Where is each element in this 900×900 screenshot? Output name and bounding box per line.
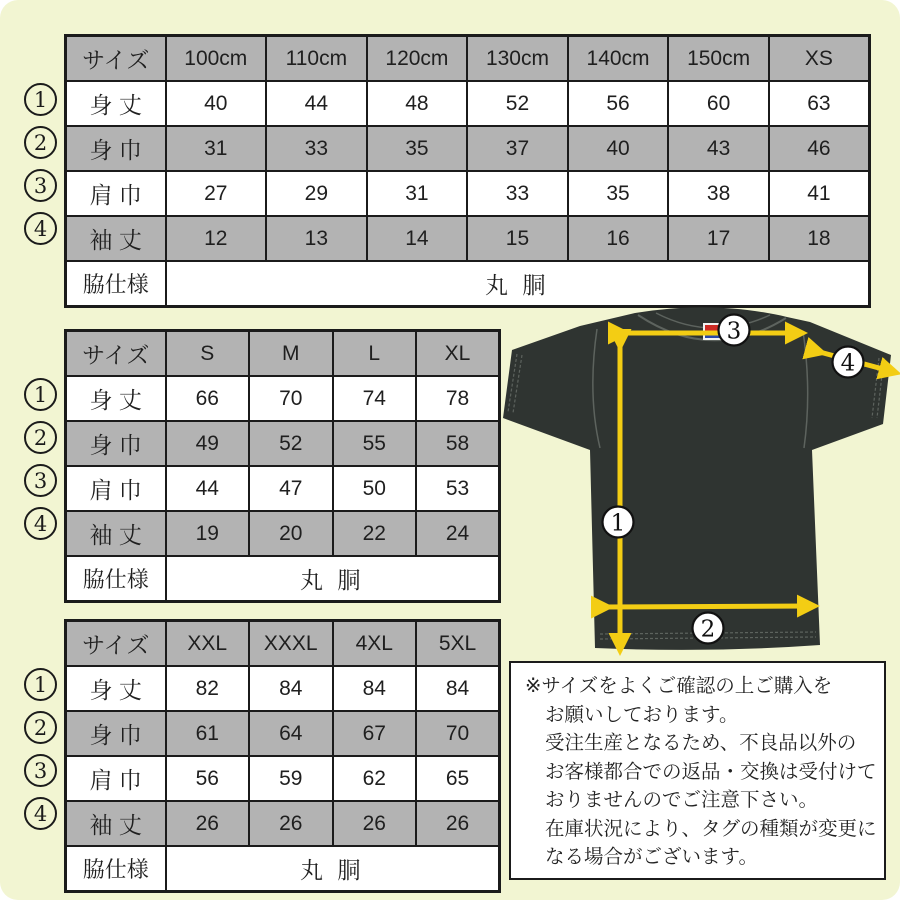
value-cell: 31	[166, 126, 267, 171]
value-cell: 84	[333, 666, 417, 711]
value-cell: 12	[166, 216, 267, 261]
size-header-cell: サイズ	[66, 621, 166, 667]
value-cell: 56	[568, 81, 669, 126]
table-row	[66, 126, 870, 171]
value-cell: 60	[668, 81, 769, 126]
value-cell: 41	[769, 171, 870, 216]
table-row	[66, 511, 500, 556]
row-label: 身 丈	[66, 666, 166, 711]
column-header-XL: XL	[416, 331, 500, 377]
value-cell: 17	[668, 216, 769, 261]
note-line: ※サイズをよくご確認の上ご購入を	[525, 675, 833, 697]
note-line: 受注生産となるため、不良品以外の	[545, 732, 857, 754]
value-cell: 16	[568, 216, 669, 261]
table-row	[66, 711, 500, 756]
value-cell: 20	[249, 511, 333, 556]
value-cell: 40	[568, 126, 669, 171]
value-cell: 63	[769, 81, 870, 126]
value-cell: 55	[333, 421, 417, 466]
measure-point-1: 1	[610, 510, 626, 537]
column-header-M: M	[249, 331, 333, 377]
row-marker-3: 3	[24, 169, 57, 202]
value-cell: 70	[416, 711, 500, 756]
note-line: おりませんのでご注意下さい。	[545, 789, 819, 811]
value-cell: 44	[166, 466, 250, 511]
value-cell: 84	[416, 666, 500, 711]
value-cell: 33	[266, 126, 367, 171]
table-row	[66, 466, 500, 511]
tshirt-measurement-diagram	[500, 300, 900, 670]
row-label: 身 巾	[66, 126, 166, 171]
value-cell: 26	[333, 801, 417, 846]
note-line: 在庫状況により、タグの種類が変更に	[545, 817, 877, 840]
row-marker-2: 2	[24, 711, 57, 744]
column-header-S: S	[166, 331, 250, 377]
table-row	[66, 376, 500, 421]
row-label: 身 丈	[66, 376, 166, 421]
table-row	[66, 171, 870, 216]
value-cell: 13	[266, 216, 367, 261]
value-cell: 48	[367, 81, 468, 126]
row-marker-1: 1	[24, 83, 57, 116]
row-label: 袖 丈	[66, 216, 166, 261]
row-label: 肩 巾	[66, 756, 166, 801]
table-row	[66, 756, 500, 801]
measure-point-4: 4	[840, 350, 856, 377]
value-cell: 33	[467, 171, 568, 216]
value-cell: 56	[166, 756, 250, 801]
footer-value: 丸 胴	[166, 556, 500, 602]
table-row	[66, 216, 870, 261]
row-marker-2: 2	[24, 126, 57, 159]
measure-point-3: 3	[726, 318, 742, 345]
value-cell: 82	[166, 666, 250, 711]
row-label: 袖 丈	[66, 801, 166, 846]
column-header-4XL: 4XL	[333, 621, 417, 667]
note-line: お客様都合での返品・交換は受付けて	[545, 760, 877, 783]
column-header-110cm: 110cm	[266, 36, 367, 82]
table-row	[66, 666, 500, 711]
row-marker-4: 4	[24, 797, 57, 830]
value-cell: 53	[416, 466, 500, 511]
row-label: 袖 丈	[66, 511, 166, 556]
measure-point-2: 2	[700, 616, 716, 643]
value-cell: 61	[166, 711, 250, 756]
value-cell: 59	[249, 756, 333, 801]
value-cell: 14	[367, 216, 468, 261]
value-cell: 58	[416, 421, 500, 466]
row-marker-3: 3	[24, 754, 57, 787]
column-header-130cm: 130cm	[467, 36, 568, 82]
value-cell: 74	[333, 376, 417, 421]
column-header-XXL: XXL	[166, 621, 250, 667]
value-cell: 19	[166, 511, 250, 556]
value-cell: 15	[467, 216, 568, 261]
row-label: 肩 巾	[66, 171, 166, 216]
kids-size-table	[64, 34, 871, 308]
column-header-140cm: 140cm	[568, 36, 669, 82]
value-cell: 52	[249, 421, 333, 466]
value-cell: 64	[249, 711, 333, 756]
value-cell: 44	[266, 81, 367, 126]
table-row	[66, 421, 500, 466]
value-cell: 29	[266, 171, 367, 216]
value-cell: 26	[249, 801, 333, 846]
value-cell: 24	[416, 511, 500, 556]
footer-value: 丸 胴	[166, 846, 500, 892]
body-width-arrow	[602, 606, 808, 607]
table-row	[66, 81, 870, 126]
value-cell: 40	[166, 81, 267, 126]
footer-label: 脇仕様	[66, 846, 166, 892]
value-cell: 84	[249, 666, 333, 711]
value-cell: 18	[769, 216, 870, 261]
column-header-100cm: 100cm	[166, 36, 267, 82]
footer-value: 丸 胴	[166, 261, 870, 307]
value-cell: 35	[367, 126, 468, 171]
value-cell: 66	[166, 376, 250, 421]
column-header-L: L	[333, 331, 417, 377]
note-line: お願いしております。	[545, 703, 739, 726]
value-cell: 43	[668, 126, 769, 171]
value-cell: 49	[166, 421, 250, 466]
value-cell: 26	[166, 801, 250, 846]
row-marker-4: 4	[24, 507, 57, 540]
row-marker-2: 2	[24, 421, 57, 454]
value-cell: 31	[367, 171, 468, 216]
size-header-cell: サイズ	[66, 331, 166, 377]
value-cell: 62	[333, 756, 417, 801]
row-marker-4: 4	[24, 212, 57, 245]
footer-row	[66, 846, 500, 892]
value-cell: 47	[249, 466, 333, 511]
row-label: 身 巾	[66, 421, 166, 466]
purchase-note-box	[509, 661, 886, 880]
value-cell: 78	[416, 376, 500, 421]
footer-label: 脇仕様	[66, 261, 166, 307]
row-marker-1: 1	[24, 378, 57, 411]
value-cell: 27	[166, 171, 267, 216]
column-header-XS: XS	[769, 36, 870, 82]
row-label: 身 丈	[66, 81, 166, 126]
value-cell: 37	[467, 126, 568, 171]
value-cell: 26	[416, 801, 500, 846]
column-header-150cm: 150cm	[668, 36, 769, 82]
value-cell: 22	[333, 511, 417, 556]
value-cell: 70	[249, 376, 333, 421]
table-row	[66, 801, 500, 846]
adult-size-table	[64, 329, 501, 603]
row-label: 身 巾	[66, 711, 166, 756]
row-label: 肩 巾	[66, 466, 166, 511]
note-line: なる場合がございます。	[545, 846, 758, 868]
value-cell: 35	[568, 171, 669, 216]
column-header-XXXL: XXXL	[249, 621, 333, 667]
value-cell: 46	[769, 126, 870, 171]
big-size-table	[64, 619, 501, 893]
row-marker-1: 1	[24, 668, 57, 701]
value-cell: 50	[333, 466, 417, 511]
value-cell: 38	[668, 171, 769, 216]
footer-label: 脇仕様	[66, 556, 166, 602]
value-cell: 52	[467, 81, 568, 126]
row-marker-3: 3	[24, 464, 57, 497]
value-cell: 65	[416, 756, 500, 801]
size-header-cell: サイズ	[66, 36, 166, 82]
column-header-120cm: 120cm	[367, 36, 468, 82]
value-cell: 67	[333, 711, 417, 756]
footer-row	[66, 556, 500, 602]
column-header-5XL: 5XL	[416, 621, 500, 667]
